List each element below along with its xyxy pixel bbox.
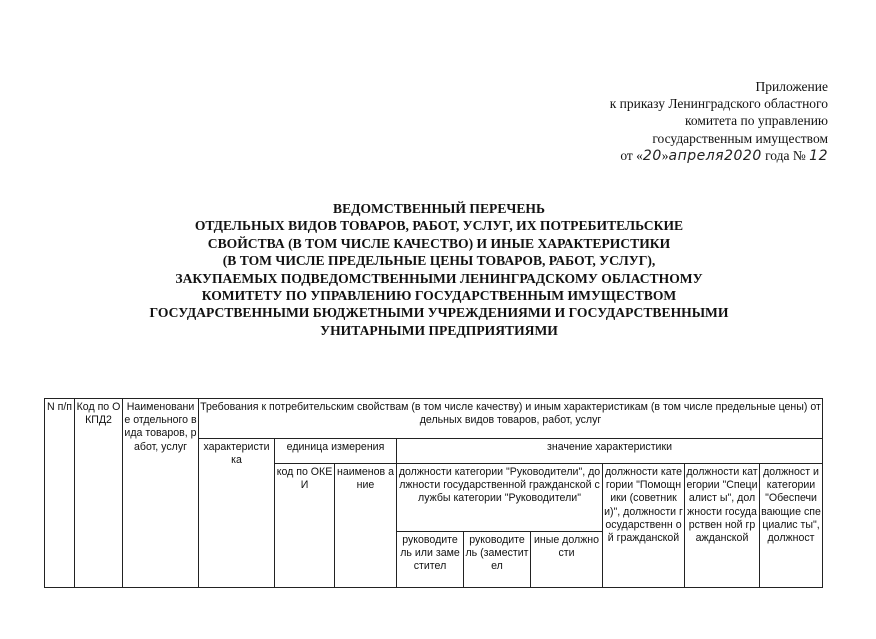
other-positions-header: иные должности [531, 532, 603, 588]
title-line: СВОЙСТВА (В ТОМ ЧИСЛЕ КАЧЕСТВО) И ИНЫЕ ХАРАКТЕРИСТИКИ [207, 235, 671, 251]
okei-header: код по ОКЕИ [275, 464, 335, 588]
document-title [100, 200, 778, 339]
characteristic-header: характеристи ка [199, 439, 275, 588]
title-line: ЗАКУПАЕМЫХ ПОДВЕДОМСТВЕННЫМИ ЛЕНИНГРАДСКОМУ ОБЛАСТНОМУ [175, 270, 703, 286]
head-deputy-header: руководите ль (заместител [464, 532, 531, 588]
title-line: ВЕДОМСТВЕННЫЙ ПЕРЕЧЕНЬ [333, 201, 545, 216]
date-suffix: года № [761, 147, 806, 163]
date-mid: » [661, 147, 669, 163]
unit-name-header: наименов ание [335, 464, 397, 588]
appendix-property: государственным имуществом [652, 130, 828, 146]
col-name-header: Наименовани е отдельного вида товаров, работ, услуг [123, 399, 199, 588]
appendix-committee: комитета по управлению [685, 113, 828, 129]
title-line: УНИТАРНЫМИ ПРЕДПРИЯТИЯМИ [320, 322, 558, 338]
unit-header: единица измерения [275, 439, 397, 464]
col-okpd-header: Код по ОКПД2 [75, 399, 123, 588]
requirements-table [44, 398, 823, 588]
date-month-year: апреля2020 [668, 147, 762, 164]
col-num-header: N п/п [45, 399, 75, 588]
appendix-title: Приложение [755, 79, 828, 94]
appendix-header [468, 78, 828, 165]
date-prefix: от « [620, 147, 643, 163]
requirements-header: Требования к потребительским свойствам (в том числе качеству) и иным характеристикам (в том числе предельные цены) отдельных видов товаров, работ, услуг [199, 399, 823, 439]
category-helpers-header: должности категории "Помощники (советники)", должности государственн ой гражданской [603, 464, 685, 588]
title-line: КОМИТЕТУ ПО УПРАВЛЕНИЮ ГОСУДАРСТВЕННЫМ ИМУЩЕСТВОМ [201, 288, 677, 304]
category-support-header: должност и категории "Обеспечи вающие специалис ты", должност [760, 464, 823, 588]
date-day: 20 [642, 147, 662, 164]
appendix-date-line [468, 147, 828, 165]
category-heads-header: должности категории "Руководители", должности государственной гражданской службы категории "Руководители" [397, 464, 603, 532]
category-specialists-header: должности категории "Специалист ы", должности государствен ной гражданской [685, 464, 760, 588]
title-line: ОТДЕЛЬНЫХ ВИДОВ ТОВАРОВ, РАБОТ, УСЛУГ, ИХ ПОТРЕБИТЕЛЬСКИЕ [194, 218, 684, 234]
title-line: ГОСУДАРСТВЕННЫМИ БЮДЖЕТНЫМИ УЧРЕЖДЕНИЯМИ И ГОСУДАРСТВЕННЫМИ [149, 305, 729, 321]
title-line: (В ТОМ ЧИСЛЕ ПРЕДЕЛЬНЫЕ ЦЕНЫ ТОВАРОВ, РАБОТ, УСЛУГ), [222, 253, 656, 269]
value-header: значение характеристики [397, 439, 823, 464]
head-or-deputy-header: руководите ль или заместител [397, 532, 464, 588]
appendix-order-ref: к приказу Ленинградского областного [609, 96, 828, 112]
order-number: 12 [809, 147, 828, 164]
